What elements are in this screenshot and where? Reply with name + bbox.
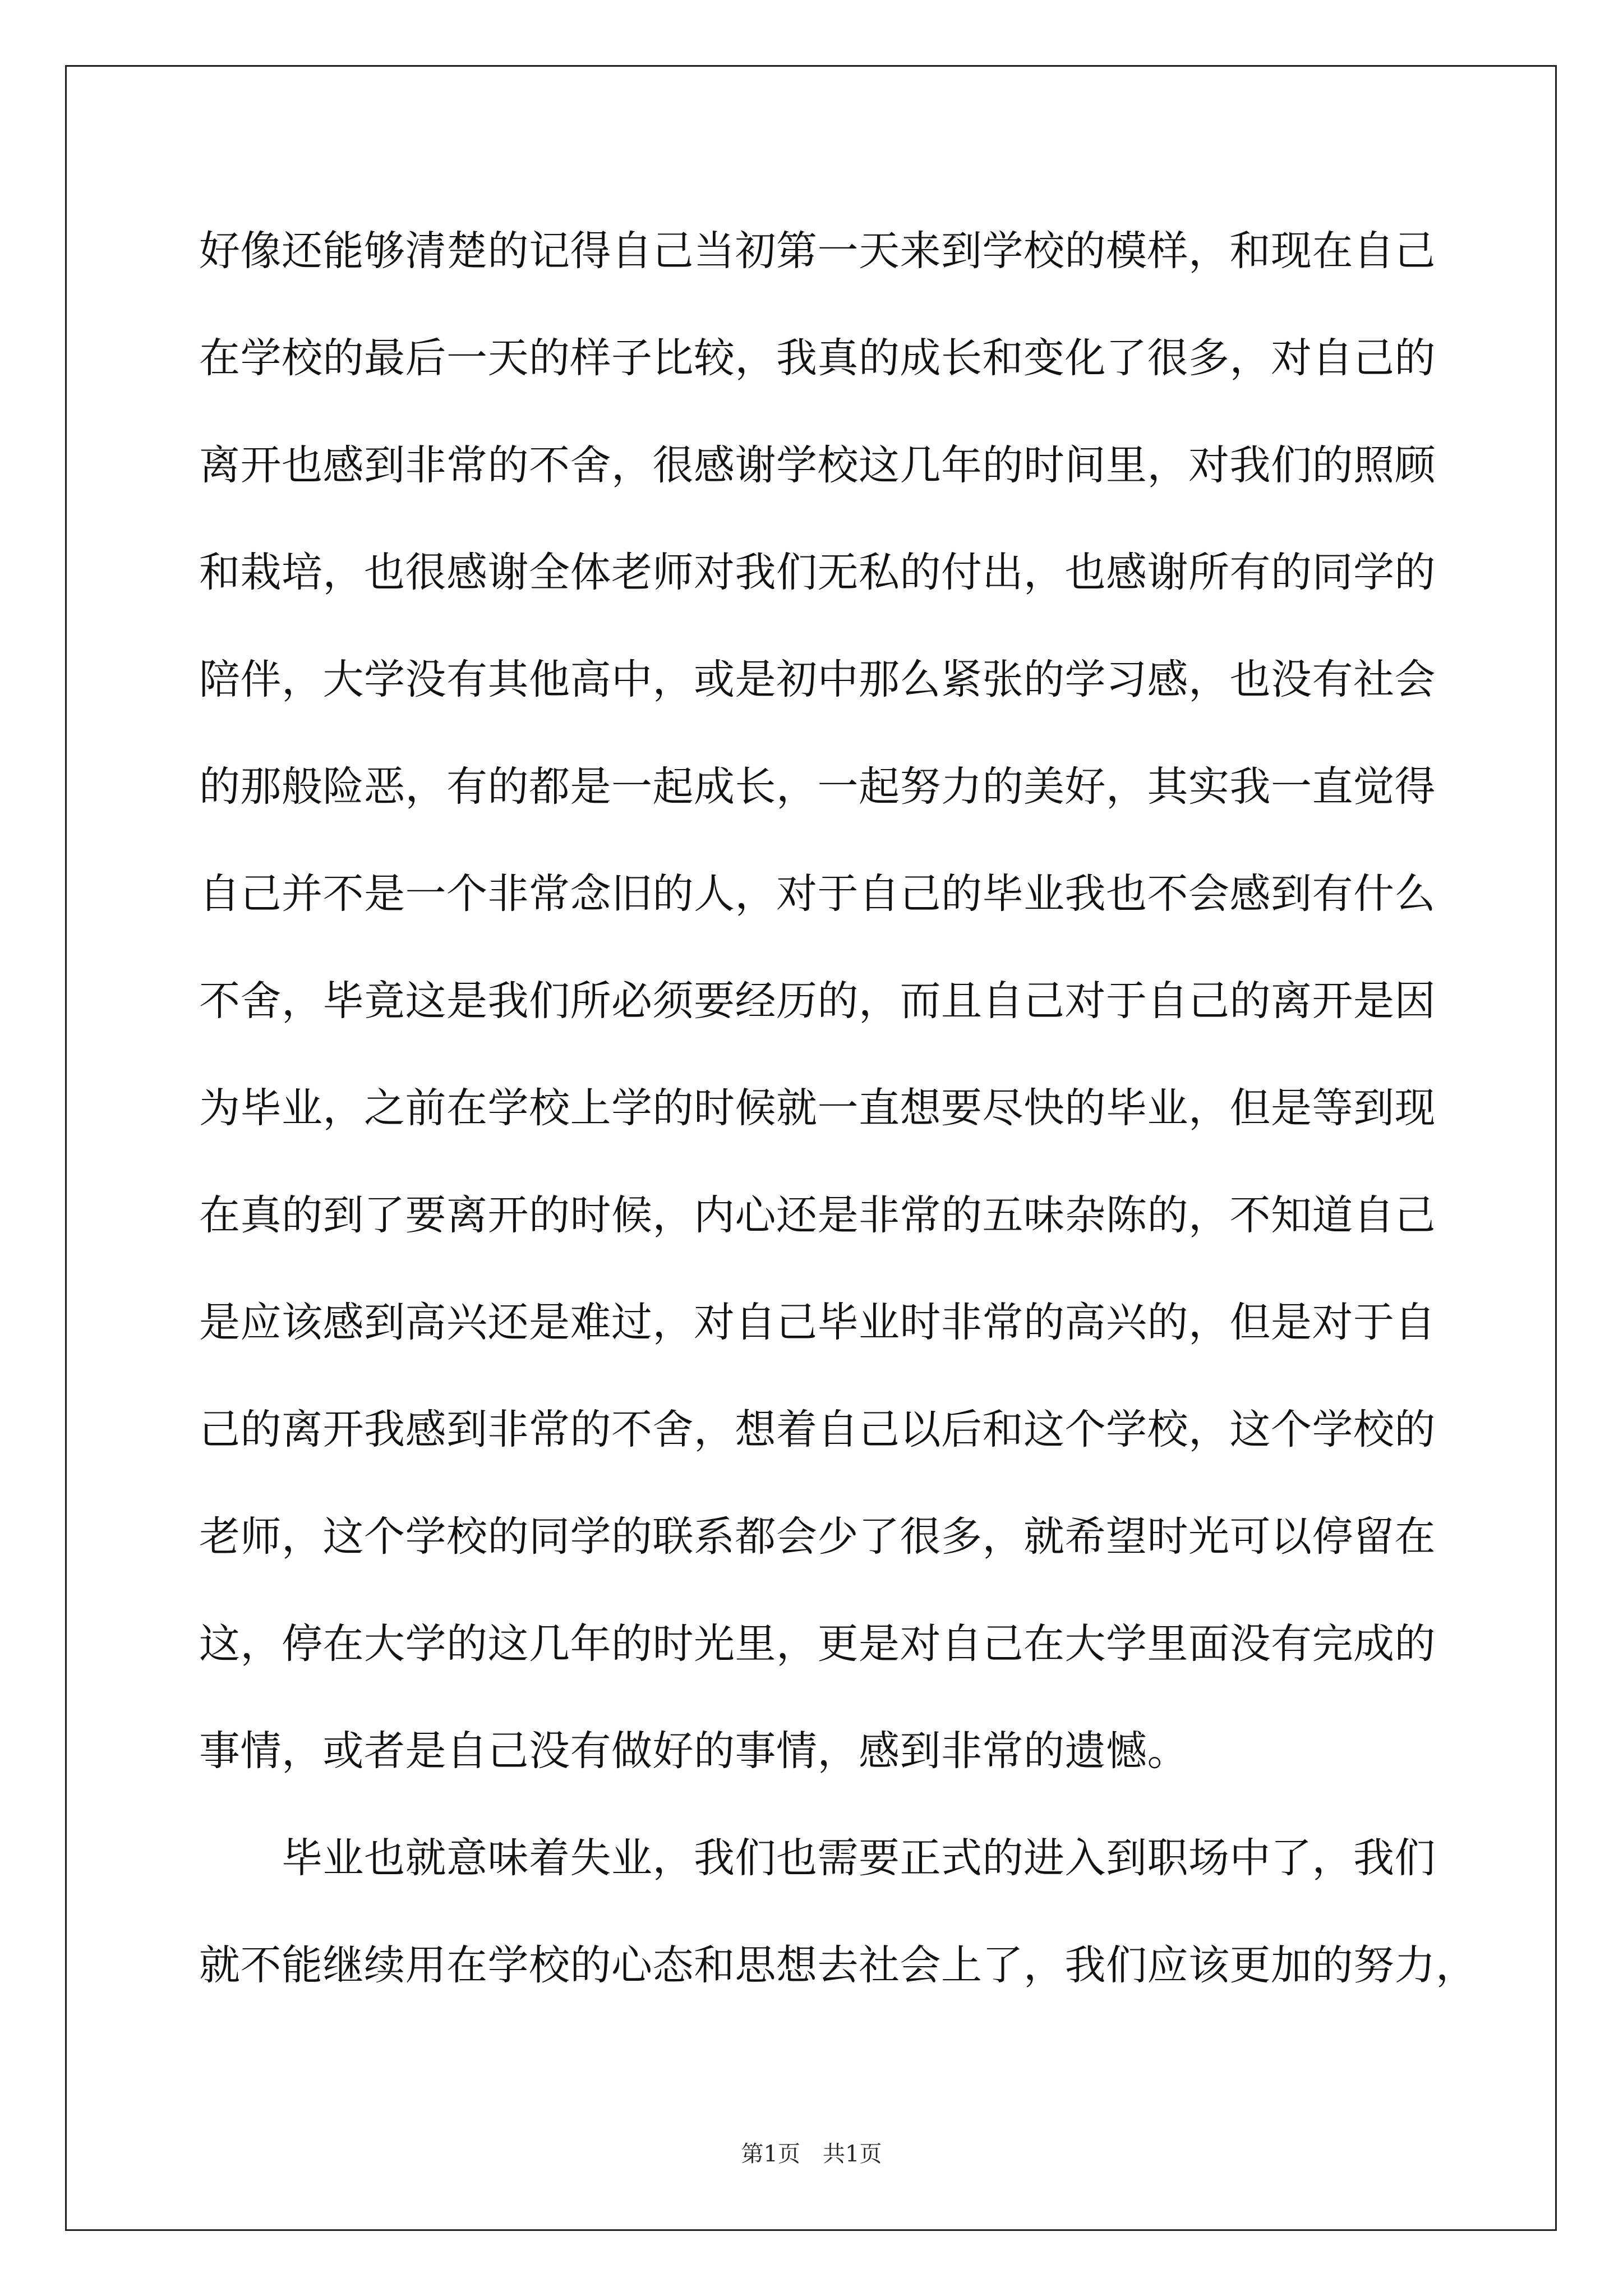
- text-line: 老师，这个学校的同学的联系都会少了很多，就希望时光可以停留在: [199, 1513, 1436, 1561]
- text-line: 在学校的最后一天的样子比较，我真的成长和变化了很多，对自己的: [199, 334, 1436, 382]
- text-line: 自己并不是一个非常念旧的人，对于自己的毕业我也不会感到有什么: [199, 870, 1436, 918]
- text-line: 就不能继续用在学校的心态和思想去社会上了，我们应该更加的努力，: [199, 1941, 1477, 1989]
- text-line: 己的离开我感到非常的不舍，想着自己以后和这个学校，这个学校的: [199, 1406, 1436, 1453]
- text-line: 陪伴，大学没有其他高中，或是初中那么紧张的学习感，也没有社会: [199, 656, 1436, 703]
- text-line: 事情，或者是自己没有做好的事情，感到非常的遗憾。: [199, 1727, 1188, 1775]
- text-line: 这，停在大学的这几年的时光里，更是对自己在大学里面没有完成的: [199, 1620, 1436, 1668]
- text-line: 毕业也就意味着失业，我们也需要正式的进入到职场中了，我们: [282, 1834, 1436, 1882]
- text-line: 和栽培，也很感谢全体老师对我们无私的付出，也感谢所有的同学的: [199, 549, 1436, 596]
- text-line: 的那般险恶，有的都是一起成长，一起努力的美好，其实我一直觉得: [199, 763, 1436, 811]
- text-line: 在真的到了要离开的时候，内心还是非常的五味杂陈的，不知道自己: [199, 1191, 1436, 1239]
- text-line: 是应该感到高兴还是难过，对自己毕业时非常的高兴的，但是对于自: [199, 1299, 1436, 1346]
- page-number-footer: 第1页 共1页: [741, 2141, 882, 2167]
- text-line: 好像还能够清楚的记得自己当初第一天来到学校的模样，和现在自己: [199, 227, 1436, 275]
- text-line: 不舍，毕竟这是我们所必须要经历的，而且自己对于自己的离开是因: [199, 977, 1436, 1025]
- page-border: [65, 65, 1557, 2231]
- text-line: 离开也感到非常的不舍，很感谢学校这几年的时间里，对我们的照顾: [199, 441, 1436, 489]
- text-line: 为毕业，之前在学校上学的时候就一直想要尽快的毕业，但是等到现: [199, 1084, 1436, 1132]
